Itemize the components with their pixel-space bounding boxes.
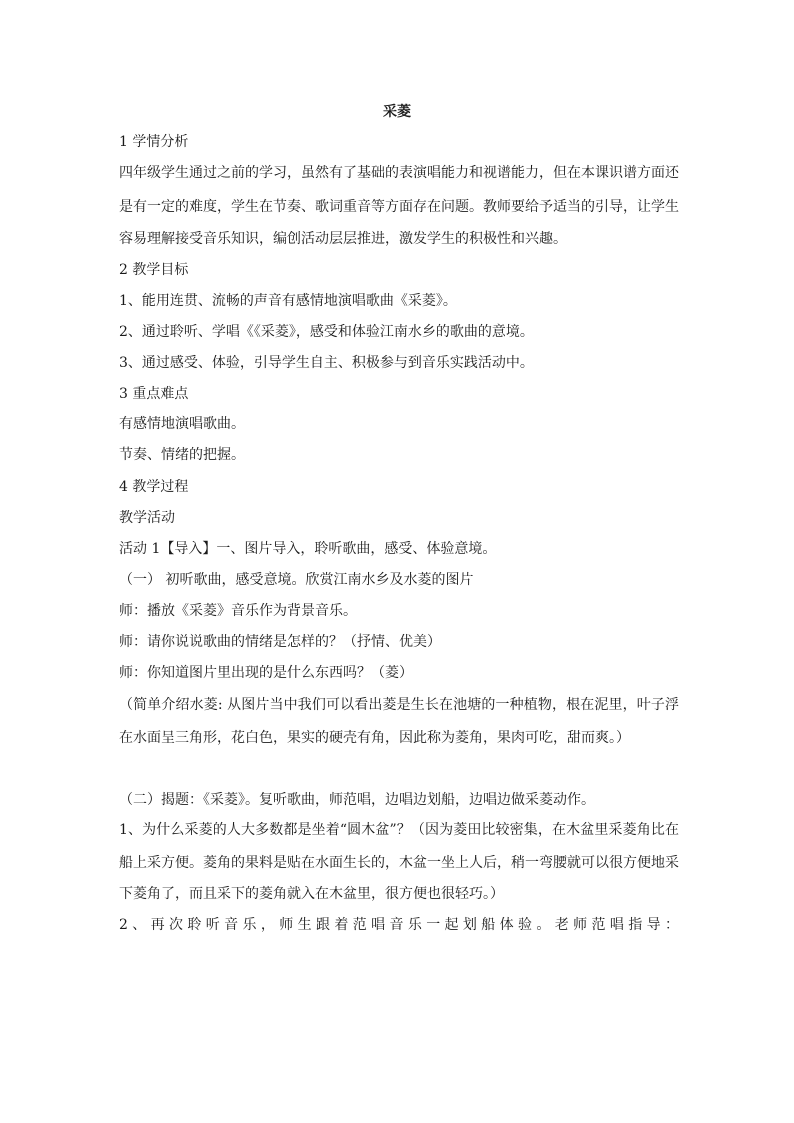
paragraph-line: 1、为什么采菱的人大多数都是坐着“圆木盆”？（因为菱田比较密集，在木盆里采菱角比在: [119, 822, 679, 838]
paragraph-line: 四年级学生通过之前的学习，虽然有了基础的表演唱能力和视谱能力，但在本课识谱方面还: [119, 165, 679, 181]
heading-teaching-process: 4 教学过程: [119, 479, 189, 495]
paragraph-line: 容易理解接受音乐知识，编创活动层层推进，激发学生的积极性和兴趣。: [119, 231, 567, 247]
activity-line: （二）揭题：《采菱》。复听歌曲，师范唱，边唱边划船，边唱边做采菱动作。: [119, 792, 595, 808]
heading-learning-analysis: 1 学情分析: [119, 134, 189, 150]
activity-line: 师：请你说说歌曲的情绪是怎样的？（抒情、优美）: [119, 634, 441, 650]
activity-line: 活动 1【导入】一、图片导入，聆听歌曲，感受、体验意境。: [119, 541, 497, 557]
goal-item: 1、能用连贯、流畅的声音有感情地演唱歌曲《采菱》。: [119, 293, 457, 309]
activity-line: 师：播放《采菱》音乐作为背景音乐。: [119, 603, 357, 619]
goal-item: 3、通过感受、体验，引导学生自主、积极参与到音乐实践活动中。: [119, 355, 534, 371]
paragraph-line: 2、再次聆听音乐，师生跟着范唱音乐一起划船体验。老师范唱指导：: [119, 917, 679, 933]
paragraph-line: 在水面呈三角形，花白色，果实的硬壳有角，因此称为菱角，果肉可吃，甜而爽。）: [119, 730, 630, 746]
subheading-activities: 教学活动: [119, 510, 175, 526]
heading-key-points: 3 重点难点: [119, 386, 189, 402]
paragraph-line: 是有一定的难度，学生在节奏、歌词重音等方面存在问题。教师要给予适当的引导，让学生: [119, 199, 679, 215]
paragraph-line: （简单介绍水菱: 从图片当中我们可以看出菱是生长在池塘的一种植物，根在泥里，叶子浮: [119, 697, 679, 713]
key-point-item: 有感情地演唱歌曲。: [119, 416, 245, 432]
activity-line: 师：你知道图片里出现的是什么东西吗？（菱）: [119, 665, 413, 681]
paragraph-line: 下菱角了，而且采下的菱角就入在木盆里，很方便也很轻巧。）: [119, 886, 504, 902]
document-title: 采菱: [383, 104, 411, 120]
paragraph-line: 船上采方便。菱角的果料是贴在水面生长的，木盆一坐上人后，稍一弯腰就可以很方便地采: [119, 855, 679, 871]
activity-line: （一） 初听歌曲，感受意境。欣赏江南水乡及水菱的图片: [119, 572, 474, 588]
goal-item: 2、通过聆听、学唱《《采菱》，感受和体验江南水乡的歌曲的意境。: [119, 324, 534, 340]
heading-teaching-goals: 2 教学目标: [119, 262, 189, 278]
key-point-item: 节奏、情绪的把握。: [119, 447, 245, 463]
